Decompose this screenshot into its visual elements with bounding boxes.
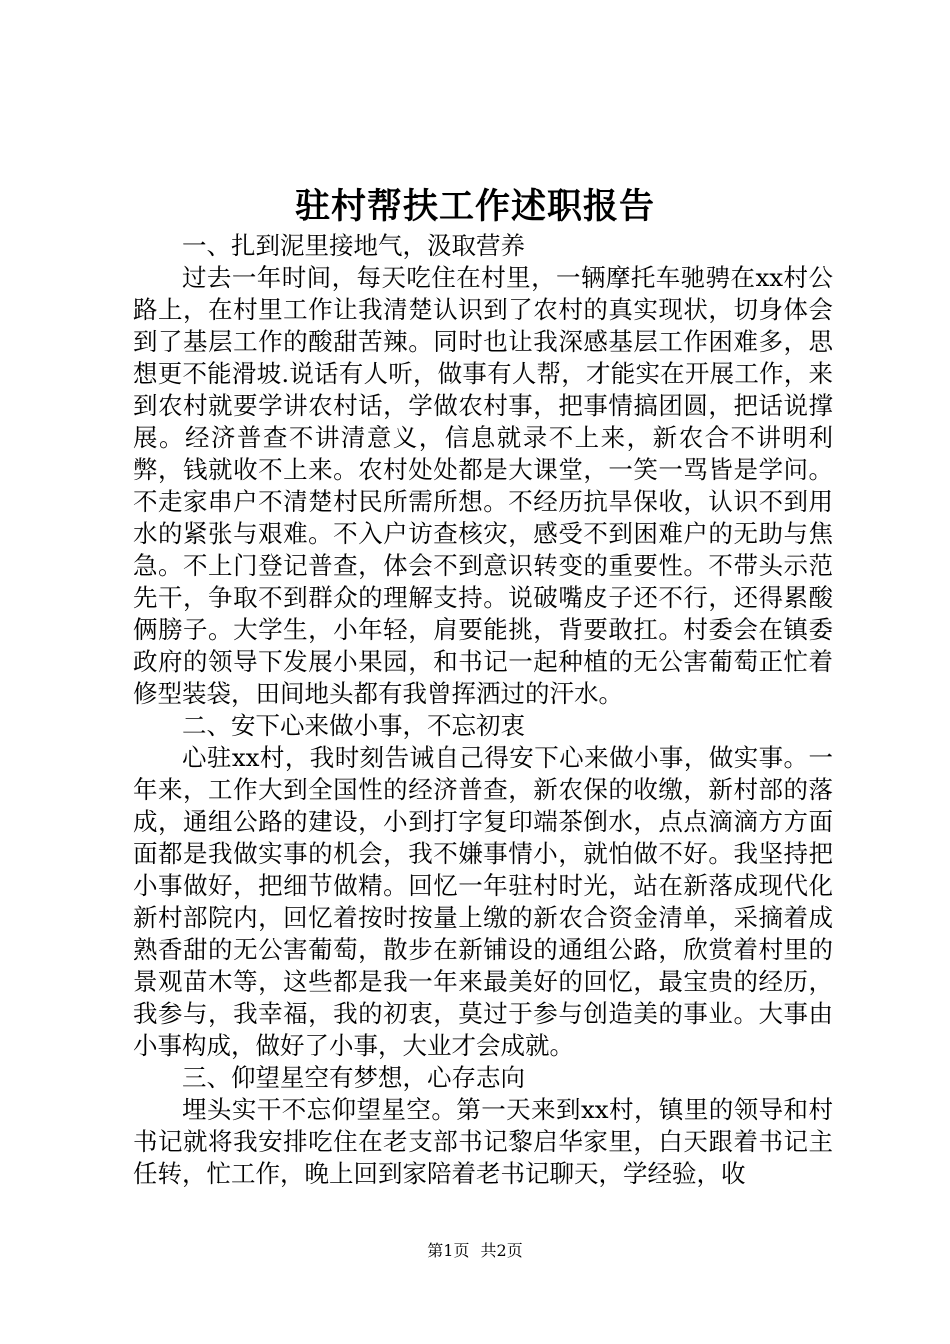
paragraph-3: 埋头实干不忘仰望星空。第一天来到xx村，镇里的领导和村书记就将我安排吃住在老支部书记黎启华家里，白天跟着书记主任转，忙工作，晚上回到家陪着老书记聊天，学经验，收	[133, 1095, 833, 1188]
paragraph-1: 过去一年时间，每天吃住在村里，一辆摩托车驰骋在xx村公路上，在村里工作让我清楚认识到了农村的真实现状，切身体会到了基层工作的酸甜苦辣。同时也让我深感基层工作困难多，思想更不能滑坡.说话有人听，做事有人帮，才能实在开展工作，来到农村就要学讲农村话，学做农村事，把事情搞团圆，把话说撑展。经济普查不讲清意义，信息就录不上来，新农合不讲明利弊，钱就收不上来。农村处处都是大课堂，一笑一骂皆是学问。不走家串户不清楚村民所需所想。不经历抗旱保收，认识不到用水的紧张与艰难。不入户访查核灾，感受不到困难户的无助与焦急。不上门登记普查，体会不到意识转变的重要性。不带头示范先干，争取不到群众的理解支持。说破嘴皮子还不行，还得累酸俩膀子。大学生，小年轻，肩要能挑，背要敢扛。村委会在镇委政府的领导下发展小果园，和书记一起种植的无公害葡萄正忙着修型装袋，田间地头都有我曾挥洒过的汗水。	[133, 263, 833, 708]
document-body	[133, 230, 833, 1190]
section-heading-2: 二、安下心来做小事，不忘初衷	[182, 711, 525, 740]
section-heading-3: 三、仰望星空有梦想，心存志向	[182, 1063, 525, 1092]
page-number-total: 共2页	[480, 1241, 523, 1260]
paragraph-2: 心驻xx村，我时刻告诫自己得安下心来做小事，做实事。一年来，工作大到全国性的经济普查，新农保的收缴，新村部的落成，通组公路的建设，小到打字复印端茶倒水，点点滴滴方方面面都是我做实事的机会，我不嫌事情小，就怕做不好。我坚持把小事做好，把细节做精。回忆一年驻村时光，站在新落成现代化新村部院内，回忆着按时按量上缴的新农合资金清单，采摘着成熟香甜的无公害葡萄，散步在新铺设的通组公路，欣赏着村里的景观苗木等，这些都是我一年来最美好的回忆，最宝贵的经历，我参与，我幸福，我的初衷，莫过于参与创造美的事业。大事由小事构成，做好了小事，大业才会成就。	[133, 743, 833, 1060]
page-number-current: 第1页	[427, 1241, 470, 1260]
page-footer	[0, 1240, 950, 1262]
document-title: 驻村帮扶工作述职报告	[294, 186, 655, 227]
section-heading-1: 一、扎到泥里接地气，汲取营养	[182, 231, 525, 260]
